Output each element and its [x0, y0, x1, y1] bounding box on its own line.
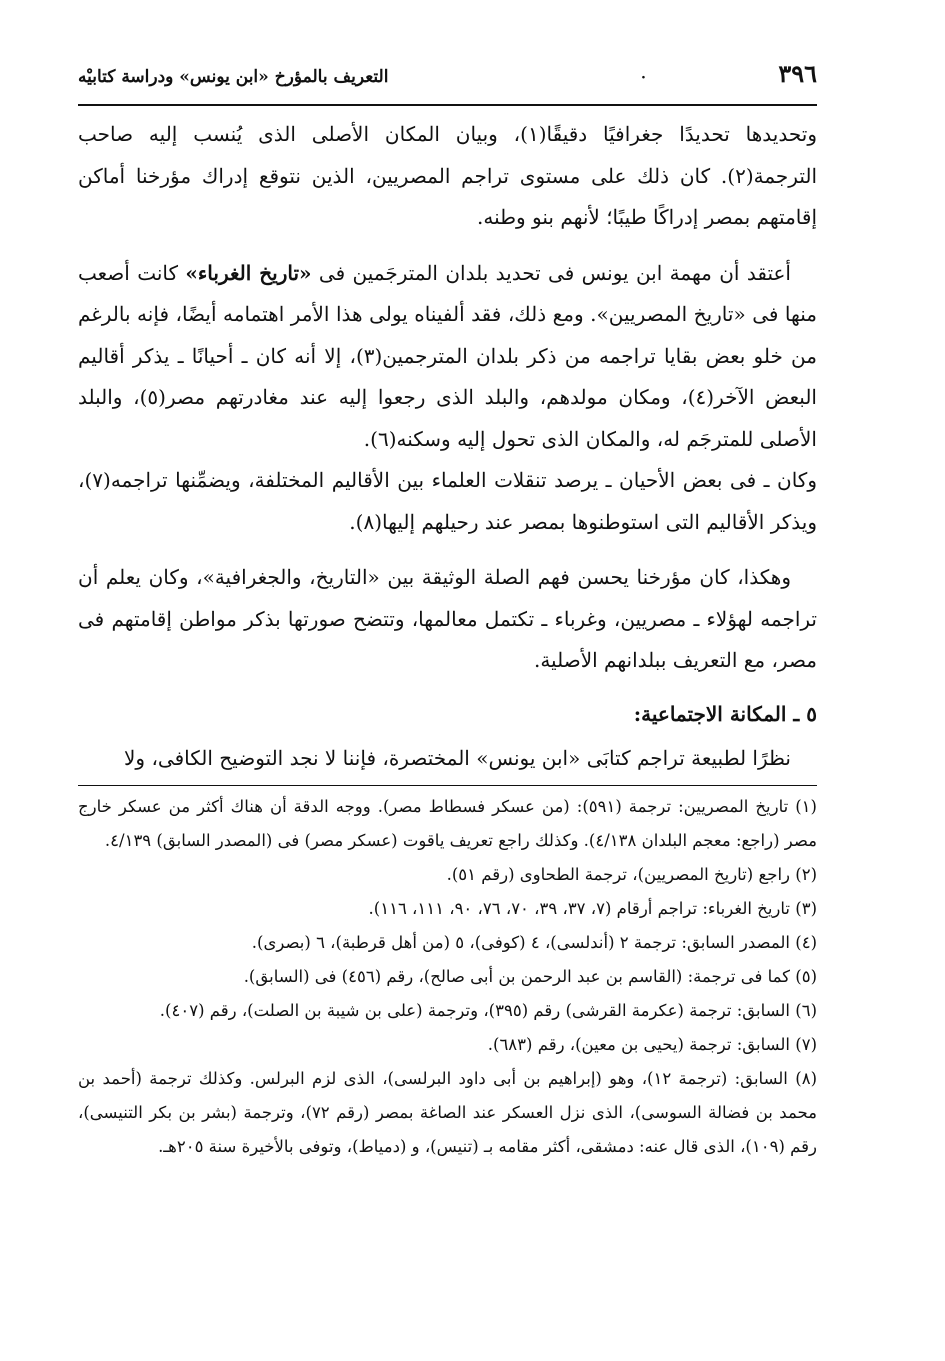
running-head: [78, 58, 817, 106]
body-text: [78, 114, 817, 779]
paragraph-1: وتحديدها تحديدًا جغرافيًا دقيقًا(١)، وبيان المكان الأصلى الذى يُنسب إليه صاحب الترجمة(٢). كان ذلك على مستوى تراجم المصريين، الذين نتوقع إدراك مؤرخنا أماكن إقامتهم بمصر إدراكًا طيبًا؛ لأنهم بنو وطنه.: [78, 122, 817, 229]
footnote-5: (٥) كما فى ترجمة: (القاسم بن عبد الرحمن بن أبى صالح)، رقم (٤٥٦) فى (السابق).: [243, 967, 817, 986]
running-title: التعريف بالمؤرخ «ابن يونس» ودراسة كتابيْه: [78, 67, 389, 87]
paragraph-2-start: أعتقد أن مهمة ابن يونس فى تحديد بلدان المترجَمين فى: [311, 260, 791, 285]
footnote-divider: [78, 785, 817, 786]
paragraph-3: وكان ـ فى بعض الأحيان ـ يرصد تنقلات العلماء بين الأقاليم المختلفة، ويضمِّنها تراجمه(٧)، ويذكر الأقاليم التى استوطنوها بمصر عند رحيلهم إليها(٨).: [78, 468, 817, 534]
header-dot: ·: [640, 70, 646, 86]
paragraph-2: [78, 253, 817, 461]
footnote-1: (١) تاريخ المصريين: ترجمة (٥٩١): (من عسكر فسطاط مصر). ووجه الدقة أن هناك أكثر من عسكر خارج مصر (راجع: معجم البلدان ٤/١٣٨). وكذلك راجع تعريف ياقوت (عسكر مصر) فى (المصدر السابق) ٤/١٣٩.: [78, 797, 817, 850]
section-heading: ٥ ـ المكانة الاجتماعية:: [633, 701, 817, 726]
page-number: ٣٩٦: [778, 59, 817, 88]
footnote-4: (٤) المصدر السابق: ترجمة ٢ (أندلسى)، ٤ (كوفى)، ٥ (من أهل قرطبة)، ٦ (بصرى).: [251, 933, 817, 952]
footnotes: [78, 790, 817, 1164]
footnote-6: (٦) السابق: ترجمة (عكرمة القرشى) رقم (٣٩٥)، وترجمة (على بن شيبة بن الصلت)، رقم (٤٠٧).: [159, 1001, 817, 1020]
footnote-2: (٢) راجع (تاريخ المصريين)، ترجمة الطحاوى (رقم ٥١).: [446, 865, 817, 884]
footnote-7: (٧) السابق: ترجمة (يحيى بن معين)، رقم (٦٨٣).: [487, 1035, 817, 1054]
book-title-strangers: «تاريخ الغرباء»: [185, 260, 312, 285]
footnote-8: (٨) السابق: (ترجمة ١٢)، وهو (إبراهيم بن أبى داود البرلسى)، الذى لزم البرلس. وكذلك ترجمة (أحمد بن محمد بن فضالة السوسى)، الذى نزل العسكر عند الصاغة بمصر (رقم ٧٢)، وترجمة (بشر بن بكر التنيسى)، رقم (١٠٩)، الذى قال عنه: دمشقى، أكثر مقامه بـ (تنيس)، و (دمياط)، وتوفى بالأخيرة سنة ٢٠٥هـ.: [78, 1069, 817, 1156]
footnote-3: (٣) تاريخ الغرباء: تراجم أرقام (٧، ٣٧، ٣٩، ٧٠، ٧٦، ٩٠، ١١١، ١١٦).: [368, 899, 817, 918]
paragraph-2-rest: كانت أصعب منها فى «تاريخ المصريين». ومع ذلك، فقد ألفيناه يولى هذا الأمر اهتمامه أيضًا، فإنه بالرغم من خلو بعض بقايا تراجمه من ذكر بلدان المترجمين(٣)، إلا أنه كان ـ أحيانًا ـ يذكر أقاليم البعض الآخر(٤)، ومكان مولدهم، والبلد الذى رجعوا إليه عند مغادرتهم مصر(٥)، والبلد الأصلى للمترجَم له، والمكان الذى تحول إليه وسكنه(٦).: [78, 260, 817, 451]
paragraph-4: وهكذا، كان مؤرخنا يحسن فهم الصلة الوثيقة بين «التاريخ، والجغرافية»، وكان يعلم أن تراجمه لهؤلاء ـ مصريين، وغرباء ـ تكتمل معالمها، وتتضح صورتها بذكر مواطن إقامتهم فى مصر، مع التعريف ببلدانهم الأصلية.: [78, 565, 817, 672]
paragraph-5: نظرًا لطبيعة تراجم كتابَى «ابن يونس» المختصرة، فإننا لا نجد التوضيح الكافى، ولا: [124, 745, 791, 770]
